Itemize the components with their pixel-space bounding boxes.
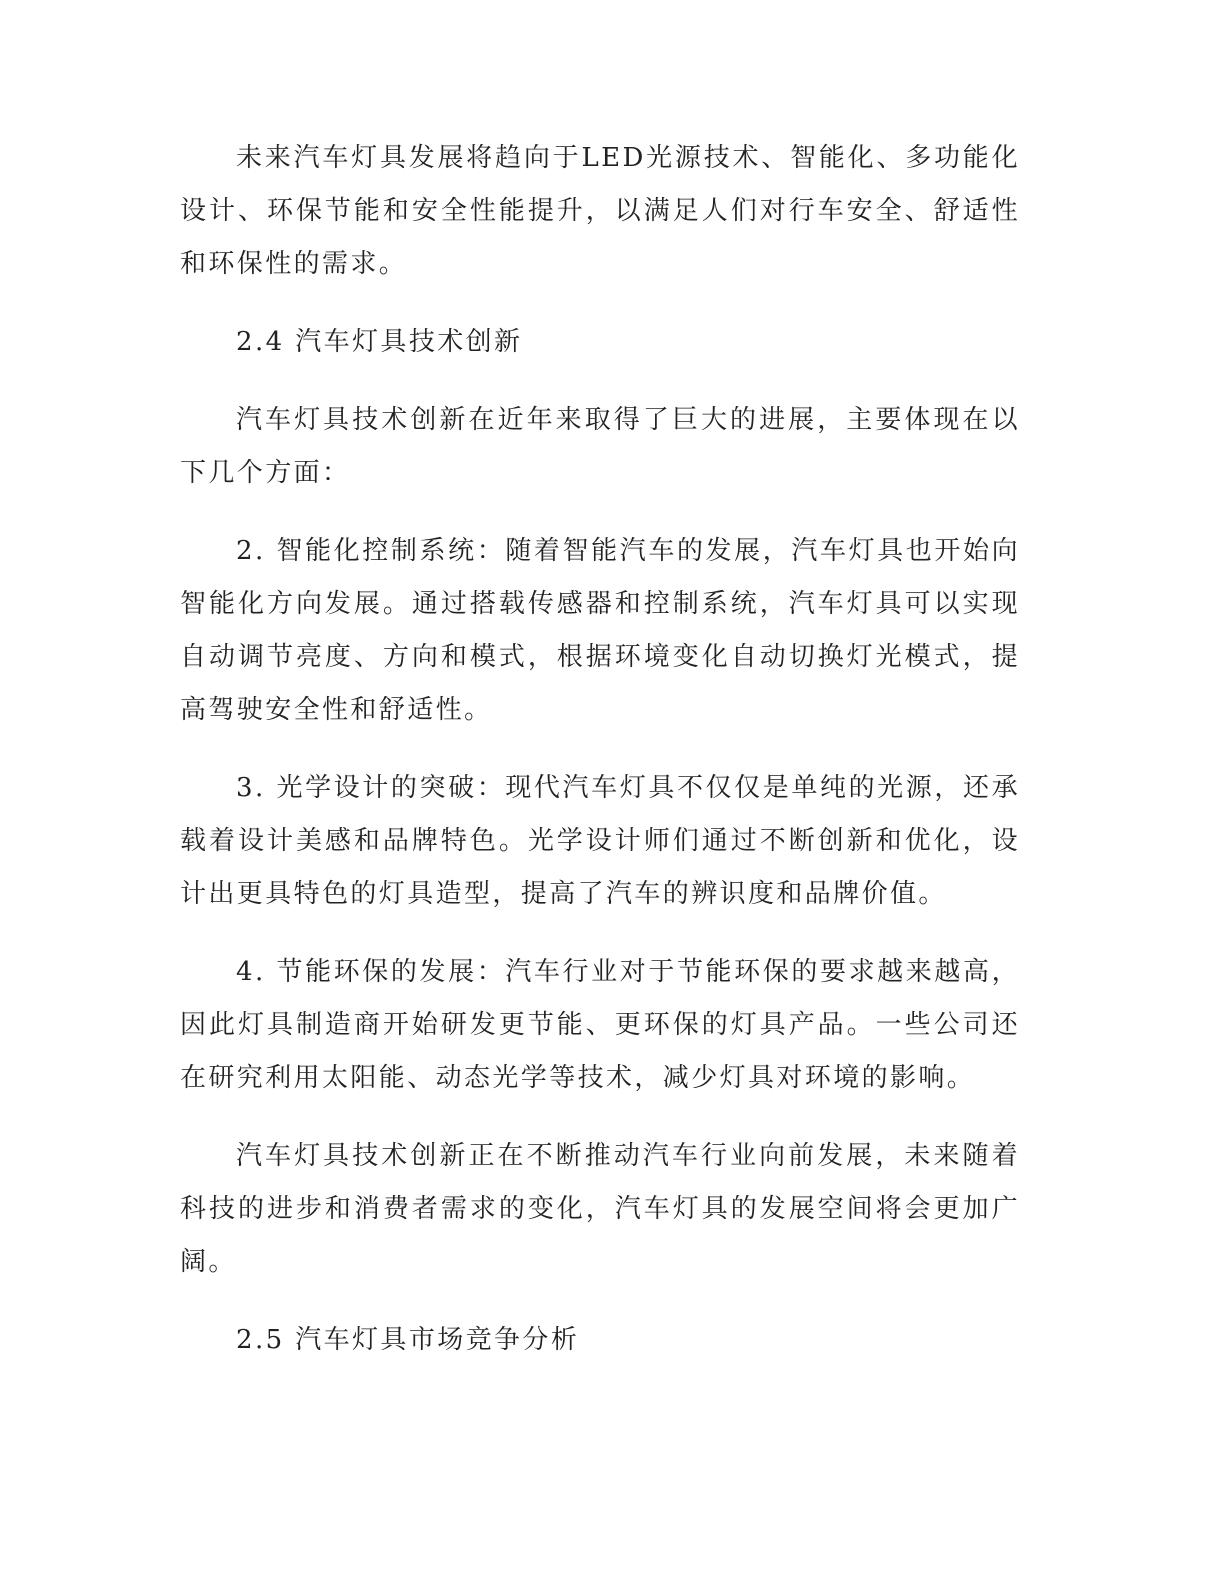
paragraph-optical-design: 3. 光学设计的突破：现代汽车灯具不仅仅是单纯的光源，还承载着设计美感和品牌特色。光学设计师们通过不断创新和优化，设计出更具特色的灯具造型，提高了汽车的辨识度和品牌价值。: [180, 773, 1020, 909]
paragraph-innovation-intro: 汽车灯具技术创新在近年来取得了巨大的进展，主要体现在以下几个方面：: [180, 405, 1020, 488]
section-heading-2-5: 2.5 汽车灯具市场竞争分析: [236, 1325, 580, 1355]
section-heading-2-4: 2.4 汽车灯具技术创新: [236, 327, 523, 357]
document-page: [180, 132, 1020, 1392]
paragraph-energy-saving: 4. 节能环保的发展：汽车行业对于节能环保的要求越来越高，因此灯具制造商开始研发更节能、更环保的灯具产品。一些公司还在研究利用太阳能、动态光学等技术，减少灯具对环境的影响。: [180, 957, 1020, 1093]
paragraph-smart-control: 2. 智能化控制系统：随着智能汽车的发展，汽车灯具也开始向智能化方向发展。通过搭载传感器和控制系统，汽车灯具可以实现自动调节亮度、方向和模式，根据环境变化自动切换灯光模式，提高驾驶安全性和舒适性。: [180, 536, 1020, 725]
paragraph-innovation-summary: 汽车灯具技术创新正在不断推动汽车行业向前发展，未来随着科技的进步和消费者需求的变化，汽车灯具的发展空间将会更加广阔。: [180, 1141, 1020, 1277]
paragraph-future-trends: 未来汽车灯具发展将趋向于LED光源技术、智能化、多功能化设计、环保节能和安全性能提升，以满足人们对行车安全、舒适性和环保性的需求。: [180, 143, 1020, 279]
